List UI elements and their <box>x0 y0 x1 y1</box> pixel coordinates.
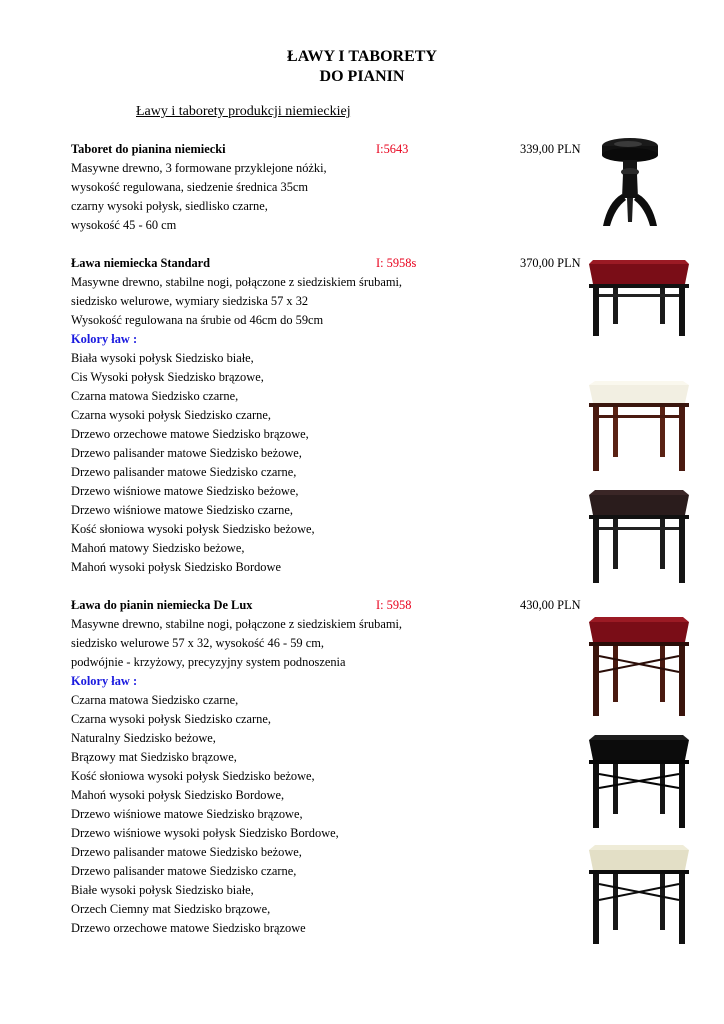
product-desc-line: czarny wysoki połysk, siedlisko czarne, <box>71 199 268 213</box>
product-price: 339,00 PLN <box>520 142 581 156</box>
color-option: Białe wysoki połysk Siedzisko białe, <box>71 883 254 897</box>
color-option: Cis Wysoki połysk Siedzisko brązowe, <box>71 370 264 384</box>
product-desc-line: wysokość 45 - 60 cm <box>71 218 177 232</box>
bench-deluxe-burgundy-image <box>585 612 693 718</box>
color-option: Drzewo palisander matowe Siedzisko beżowe, <box>71 446 302 460</box>
product-name: Ława niemiecka Standard <box>71 256 211 270</box>
color-option: Biała wysoki połysk Siedzisko białe, <box>71 351 254 365</box>
product-code: I: 5958s <box>376 256 417 270</box>
color-option: Drzewo wiśniowe matowe Siedzisko beżowe, <box>71 484 299 498</box>
product-name: Ława do pianin niemiecka De Lux <box>71 598 253 612</box>
product-desc-line: siedzisko welurowe 57 x 32, wysokość 46 - 59 cm, <box>71 636 324 650</box>
color-option: Naturalny Siedzisko beżowe, <box>71 731 216 745</box>
color-option: Drzewo wiśniowe wysoki połysk Siedzisko Bordowe, <box>71 826 339 840</box>
color-option: Drzewo wiśniowe matowe Siedzisko czarne, <box>71 503 293 517</box>
bench-ivory-image <box>585 375 693 475</box>
color-option: Orzech Ciemny mat Siedzisko brązowe, <box>71 902 271 916</box>
product-code: I: 5958 <box>376 598 412 612</box>
color-option: Mahoń wysoki połysk Siedzisko Bordowe, <box>71 788 285 802</box>
color-option: Czarna matowa Siedzisko czarne, <box>71 389 239 403</box>
bench-black-brown-image <box>585 485 693 585</box>
page-title-line2: DO PIANIN <box>319 68 405 85</box>
piano-stool-image <box>598 136 662 230</box>
color-option: Czarna wysoki połysk Siedzisko czarne, <box>71 712 271 726</box>
product-desc-line: siedzisko welurowe, wymiary siedziska 57 x 32 <box>71 294 309 308</box>
product-desc-line: podwójnie - krzyżowy, precyzyjny system podnoszenia <box>71 655 346 669</box>
color-option: Mahoń wysoki połysk Siedzisko Bordowe <box>71 560 281 574</box>
bench-burgundy-image <box>585 256 693 338</box>
colors-label: Kolory ław : <box>71 332 138 346</box>
product-desc-line: Wysokość regulowana na śrubie od 46cm do 59cm <box>71 313 324 327</box>
color-option: Czarna wysoki połysk Siedzisko czarne, <box>71 408 271 422</box>
product-price: 430,00 PLN <box>520 598 581 612</box>
bench-deluxe-black-image <box>585 730 693 830</box>
color-option: Drzewo palisander matowe Siedzisko beżowe, <box>71 845 302 859</box>
color-option: Kość słoniowa wysoki połysk Siedzisko beżowe, <box>71 769 315 783</box>
product-code: I:5643 <box>376 142 409 156</box>
colors-label: Kolory ław : <box>71 674 138 688</box>
color-option: Drzewo palisander matowe Siedzisko czarne, <box>71 465 297 479</box>
color-option: Brązowy mat Siedzisko brązowe, <box>71 750 237 764</box>
color-option: Drzewo orzechowe matowe Siedzisko brązowe, <box>71 427 309 441</box>
color-option: Kość słoniowa wysoki połysk Siedzisko beżowe, <box>71 522 315 536</box>
bench-deluxe-beige-image <box>585 840 693 946</box>
product-desc-line: wysokość regulowana, siedzenie średnica 35cm <box>71 180 309 194</box>
product-name: Taboret do pianina niemiecki <box>71 142 226 156</box>
color-option: Mahoń matowy Siedzisko beżowe, <box>71 541 245 555</box>
color-option: Drzewo wiśniowe matowe Siedzisko brązowe, <box>71 807 303 821</box>
color-option: Drzewo palisander matowe Siedzisko czarne, <box>71 864 297 878</box>
product-price: 370,00 PLN <box>520 256 581 270</box>
product-desc-line: Masywne drewno, stabilne nogi, połączone z siedziskiem śrubami, <box>71 275 403 289</box>
page-subtitle: Ławy i taborety produkcji niemieckiej <box>136 104 351 119</box>
page-title-line1: ŁAWY I TABORETY <box>287 48 437 65</box>
product-desc-line: Masywne drewno, 3 formowane przyklejone nóżki, <box>71 161 327 175</box>
product-desc-line: Masywne drewno, stabilne nogi, połączone z siedziskiem śrubami, <box>71 617 403 631</box>
color-option: Drzewo orzechowe matowe Siedzisko brązowe <box>71 921 306 935</box>
color-option: Czarna matowa Siedzisko czarne, <box>71 693 239 707</box>
